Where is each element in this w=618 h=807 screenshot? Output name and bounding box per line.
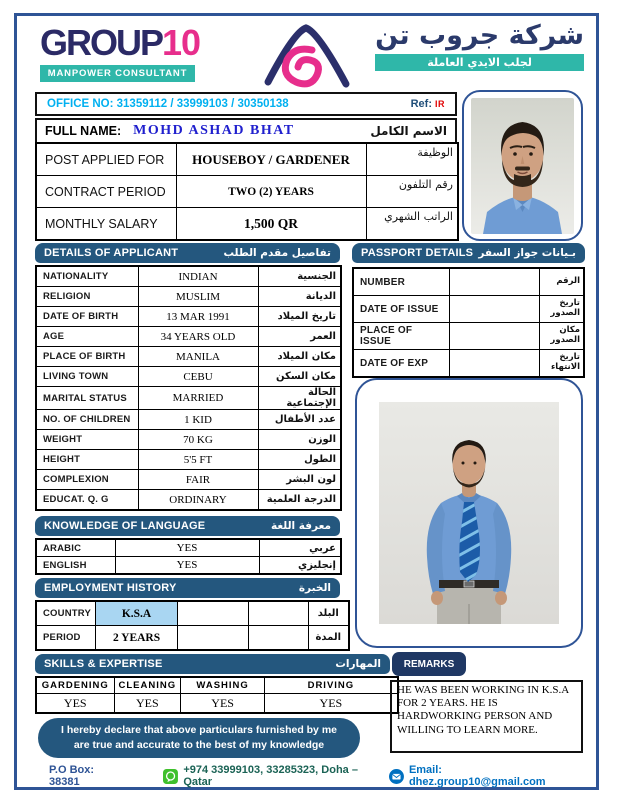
field-label: DATE OF EXP — [353, 350, 449, 378]
table-row — [36, 176, 458, 208]
full-body-photo-frame — [355, 378, 583, 648]
skill-value: YES — [181, 694, 265, 714]
email-contact — [389, 764, 581, 788]
field-value: 34 YEARS OLD — [138, 327, 258, 347]
applicant-portrait-photo — [471, 98, 574, 234]
employment-cell — [249, 626, 309, 651]
ref-label: Ref: — [410, 98, 432, 110]
table-row — [36, 266, 341, 287]
field-arabic-label: تاريخ الصدور — [539, 296, 584, 323]
field-arabic-label: إنجليزي — [259, 557, 341, 575]
field-value: 70 KG — [138, 430, 258, 450]
section-title-arabic: تفاصيل مقدم الطلب — [223, 247, 331, 259]
table-row — [36, 694, 398, 714]
logo-word: GROUP — [40, 22, 163, 63]
employment-table — [35, 600, 350, 651]
field-label: PLACE OF ISSUE — [353, 323, 449, 350]
job-row-arabic: رقم التلفون — [366, 176, 458, 208]
field-value: MANILA — [138, 347, 258, 367]
field-arabic-label: عدد الأطفال — [258, 410, 341, 430]
table-row — [36, 450, 341, 470]
job-row-arabic: الراتب الشهري — [366, 208, 458, 241]
field-label: NATIONALITY — [36, 266, 138, 287]
company-name-arabic: شركة جروب تن — [375, 20, 584, 51]
whatsapp-icon — [163, 769, 178, 784]
field-label: EDUCAT. Q. G — [36, 490, 138, 511]
job-row-arabic: الوظيفة — [366, 143, 458, 176]
field-label: LIVING TOWN — [36, 367, 138, 387]
section-title: EMPLOYMENT HISTORY — [44, 582, 177, 594]
skill-column-header: GARDENING — [36, 677, 114, 694]
section-title: SKILLS & EXPERTISE — [44, 658, 163, 670]
employment-cell: 2 YEARS — [96, 626, 178, 651]
skills-section-header — [35, 654, 390, 674]
field-arabic-label: الطول — [258, 450, 341, 470]
employment-cell — [178, 626, 249, 651]
section-title-arabic: الخبرة — [298, 582, 331, 594]
skill-value: YES — [114, 694, 181, 714]
company-logo — [40, 22, 201, 82]
table-row — [353, 323, 584, 350]
field-value: 13 MAR 1991 — [138, 307, 258, 327]
field-label: RELIGION — [36, 287, 138, 307]
field-label: ENGLISH — [36, 557, 115, 575]
table-row — [353, 350, 584, 378]
company-header-arabic — [375, 20, 584, 71]
footer — [35, 764, 585, 788]
skill-value: YES — [36, 694, 114, 714]
manpower-consultant-badge: MANPOWER CONSULTANT — [40, 65, 195, 82]
table-row — [36, 430, 341, 450]
remarks-badge: REMARKS — [392, 652, 466, 676]
phone-text: +974 33999103, 33285323, Doha – Qatar — [183, 764, 358, 788]
passport-section-header — [352, 243, 585, 263]
job-row-value: HOUSEBOY / GARDENER — [176, 143, 366, 176]
field-label: NUMBER — [353, 268, 449, 296]
field-arabic-label: الوزن — [258, 430, 341, 450]
field-label: WEIGHT — [36, 430, 138, 450]
company-logo-icon — [254, 22, 359, 90]
field-value: MUSLIM — [138, 287, 258, 307]
employment-cell — [178, 601, 249, 626]
section-title: DETAILS OF APPLICANT — [44, 247, 179, 259]
field-value: ORDINARY — [138, 490, 258, 511]
email-text: Email: dhez.group10@gmail.com — [408, 764, 546, 788]
table-row — [36, 601, 349, 626]
table-row — [36, 557, 341, 575]
field-value: 1 KID — [138, 410, 258, 430]
skill-value: YES — [265, 694, 398, 714]
field-arabic-label: الرقم — [539, 268, 584, 296]
full-name-arabic-label: الاسم الكامل — [370, 124, 447, 138]
passport-table — [352, 267, 585, 378]
field-label: COUNTRY — [36, 601, 96, 626]
job-row-value: 1,500 QR — [176, 208, 366, 241]
language-section-header — [35, 516, 340, 536]
field-arabic-label: الجنسية — [258, 266, 341, 287]
table-row — [36, 539, 341, 557]
field-value: YES — [115, 557, 259, 575]
field-label: DATE OF ISSUE — [353, 296, 449, 323]
field-arabic-label: المدة — [309, 626, 349, 651]
table-row — [36, 287, 341, 307]
field-arabic-label: عربي — [259, 539, 341, 557]
job-row-label: CONTRACT PERIOD — [36, 176, 176, 208]
declaration-pill: I hereby declare that above particulars furnished by me are true and accurate to the best of my knowledge — [38, 718, 360, 758]
field-value: YES — [115, 539, 259, 557]
job-row-label: MONTHLY SALARY — [36, 208, 176, 241]
field-arabic-label: العمر — [258, 327, 341, 347]
field-arabic-label: مكان الميلاد — [258, 347, 341, 367]
table-row — [353, 268, 584, 296]
field-label: PERIOD — [36, 626, 96, 651]
table-row — [353, 296, 584, 323]
applicant-details-table — [35, 265, 342, 511]
company-tagline-arabic: لجلب الايدي العاملة — [375, 54, 584, 71]
logo-number: 10 — [162, 22, 201, 63]
table-row — [36, 143, 458, 176]
table-row — [36, 208, 458, 241]
company-logo-text — [40, 22, 201, 63]
applicant-full-body-photo — [379, 402, 559, 624]
portrait-photo-frame — [462, 90, 583, 241]
field-value: CEBU — [138, 367, 258, 387]
skill-column-header: CLEANING — [114, 677, 181, 694]
table-row — [36, 410, 341, 430]
field-arabic-label: لون البشر — [258, 470, 341, 490]
full-name-row — [35, 118, 457, 142]
field-value — [449, 296, 539, 323]
po-box-text: P.O Box: 38381 — [49, 764, 95, 788]
field-label: PLACE OF BIRTH — [36, 347, 138, 367]
section-title-arabic: بـيانات جواز السفر — [478, 247, 576, 259]
table-row — [36, 327, 341, 347]
ref-value: IR — [435, 99, 445, 109]
job-row-label: POST APPLIED FOR — [36, 143, 176, 176]
field-value — [449, 323, 539, 350]
office-number-text: OFFICE NO: 31359112 / 33999103 / 30350138 — [47, 98, 289, 110]
full-name-label: FULL NAME: — [45, 124, 122, 138]
full-name-value: MOHD ASHAD BHAT — [133, 123, 295, 138]
field-label: NO. OF CHILDREN — [36, 410, 138, 430]
section-title-arabic: معرفة اللغة — [271, 520, 331, 532]
table-row — [36, 387, 341, 410]
field-arabic-label: البلد — [309, 601, 349, 626]
field-label: AGE — [36, 327, 138, 347]
table-row — [36, 677, 398, 694]
field-value — [449, 268, 539, 296]
field-arabic-label: تاريخ الانتهاء — [539, 350, 584, 378]
employment-section-header — [35, 578, 340, 598]
language-table — [35, 538, 342, 575]
field-label: MARITAL STATUS — [36, 387, 138, 410]
field-label: DATE OF BIRTH — [36, 307, 138, 327]
table-row — [36, 347, 341, 367]
field-label: ARABIC — [36, 539, 115, 557]
applicant-details-header — [35, 243, 340, 263]
skill-column-header: DRIVING — [265, 677, 398, 694]
field-value: MARRIED — [138, 387, 258, 410]
field-label: HEIGHT — [36, 450, 138, 470]
reference — [411, 98, 445, 110]
table-row — [36, 470, 341, 490]
section-title: KNOWLEDGE OF LANGUAGE — [44, 520, 206, 532]
field-arabic-label: الديانة — [258, 287, 341, 307]
field-label: COMPLEXION — [36, 470, 138, 490]
table-row — [36, 367, 341, 387]
section-title-arabic: المهارات — [335, 658, 381, 670]
skills-table — [35, 676, 399, 714]
office-number-bar — [35, 92, 457, 116]
field-arabic-label: مكان الصدور — [539, 323, 584, 350]
field-value: FAIR — [138, 470, 258, 490]
field-arabic-label: الحالة الإجتماعية — [258, 387, 341, 410]
table-row — [36, 490, 341, 511]
field-arabic-label: مكان السكن — [258, 367, 341, 387]
table-row — [36, 307, 341, 327]
skill-column-header: WASHING — [181, 677, 265, 694]
employment-cell: K.S.A — [96, 601, 178, 626]
section-title: PASSPORT DETAILS — [361, 247, 474, 259]
field-value: 5'5 FT — [138, 450, 258, 470]
phone-contact — [163, 764, 389, 788]
field-value: INDIAN — [138, 266, 258, 287]
email-icon — [389, 769, 404, 784]
job-details-table — [35, 142, 459, 241]
job-row-value: TWO (2) YEARS — [176, 176, 366, 208]
field-arabic-label: الدرجة العلمية — [258, 490, 341, 511]
field-arabic-label: تاريخ الميلاد — [258, 307, 341, 327]
field-value — [449, 350, 539, 378]
employment-cell — [249, 601, 309, 626]
table-row — [36, 626, 349, 651]
remarks-text: HE WAS BEEN WORKING IN K.S.A FOR 2 YEARS. HE IS HARDWORKING PERSON AND WILLING TO LEARN MORE. — [390, 680, 583, 753]
